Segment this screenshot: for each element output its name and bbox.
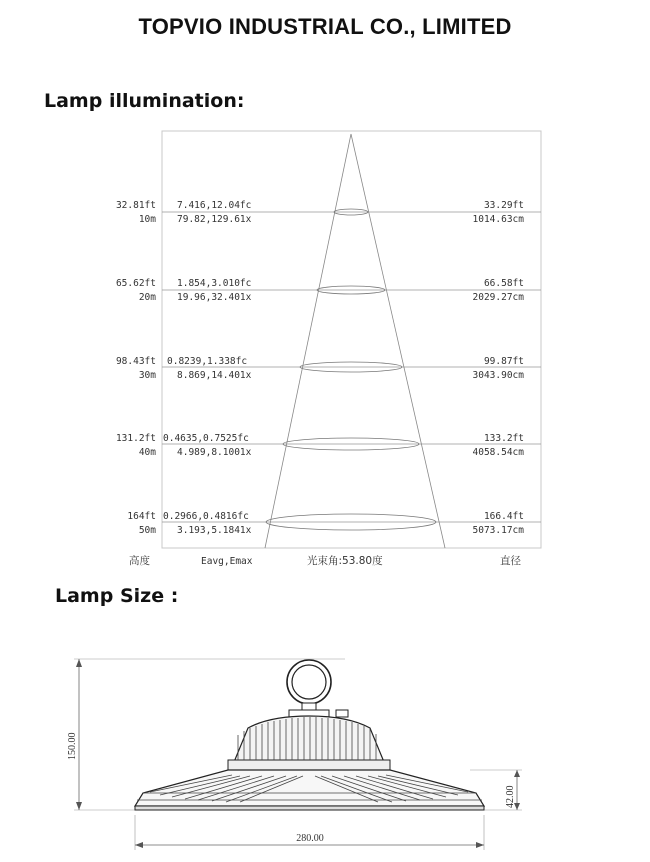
illuminance-lx: 19.96,32.401x: [177, 292, 252, 303]
arrow-left-icon: [135, 842, 143, 848]
height-dimension: 150.00: [67, 732, 78, 760]
height-ft: 98.43ft: [115, 356, 156, 367]
diameter-column-label: 直径: [500, 555, 521, 567]
height-ft: 131.2ft: [115, 433, 156, 444]
eavg-column-label: Eavg,Emax: [201, 556, 253, 567]
illumination-heading: Lamp illumination:: [44, 90, 245, 112]
height-ft: 32.81ft: [115, 200, 156, 211]
illuminance-fc: 0.2966,0.4816fc: [163, 511, 249, 522]
illuminance-fc: 1.854,3.010fc: [177, 278, 252, 289]
illuminance-lx: 4.989,8.1001x: [177, 447, 252, 458]
lamp-hanging-ring: [287, 660, 348, 717]
company-name: TOPVIO INDUSTRIAL CO., LIMITED: [138, 14, 512, 39]
diagram-frame: [162, 131, 541, 548]
lamp-reflector: [135, 770, 484, 810]
diameter-ft: 66.58ft: [483, 278, 524, 289]
illumination-diagram: [116, 131, 541, 567]
arrow-up-icon: [514, 770, 520, 777]
lamp-size-drawing: [67, 659, 522, 850]
diameter-ft: 33.29ft: [483, 200, 524, 211]
base-height-dimension: 42.00: [505, 785, 516, 808]
lamp-size-heading: Lamp Size :: [55, 585, 179, 607]
illuminance-lx: 8.869,14.401x: [177, 370, 252, 381]
height-ft: 65.62ft: [115, 278, 156, 289]
illuminance-fc: 7.416,12.04fc: [177, 200, 252, 211]
beam-angle-label: 光束角:53.80度: [307, 555, 383, 567]
height-m: 10m: [138, 214, 156, 225]
width-dimension: 280.00: [296, 833, 324, 844]
arrow-up-icon: [76, 659, 82, 667]
diameter-cm: 1014.63cm: [472, 214, 524, 225]
height-ft: 164ft: [127, 511, 156, 522]
illuminance-lx: 3.193,5.1841x: [177, 525, 252, 536]
height-m: 20m: [138, 292, 156, 303]
beam-cone-left: [265, 134, 351, 548]
diameter-ft: 133.2ft: [483, 433, 524, 444]
lamp-housing: [228, 716, 390, 770]
illuminance-lx: 79.82,129.61x: [177, 214, 252, 225]
arrow-right-icon: [476, 842, 484, 848]
height-m: 50m: [138, 525, 156, 536]
beam-cone-right: [351, 134, 445, 548]
height-m: 30m: [138, 370, 156, 381]
diameter-cm: 5073.17cm: [472, 525, 524, 536]
arrow-down-icon: [76, 802, 82, 810]
illuminance-fc: 0.8239,1.338fc: [167, 356, 248, 367]
illuminance-fc: 0.4635,0.7525fc: [163, 433, 249, 444]
diameter-ft: 99.87ft: [483, 356, 524, 367]
height-m: 40m: [138, 447, 156, 458]
height-column-label: 高度: [129, 555, 150, 567]
diameter-cm: 4058.54cm: [472, 447, 524, 458]
diameter-cm: 2029.27cm: [472, 292, 524, 303]
diameter-ft: 166.4ft: [483, 511, 524, 522]
diameter-cm: 3043.90cm: [472, 370, 524, 381]
